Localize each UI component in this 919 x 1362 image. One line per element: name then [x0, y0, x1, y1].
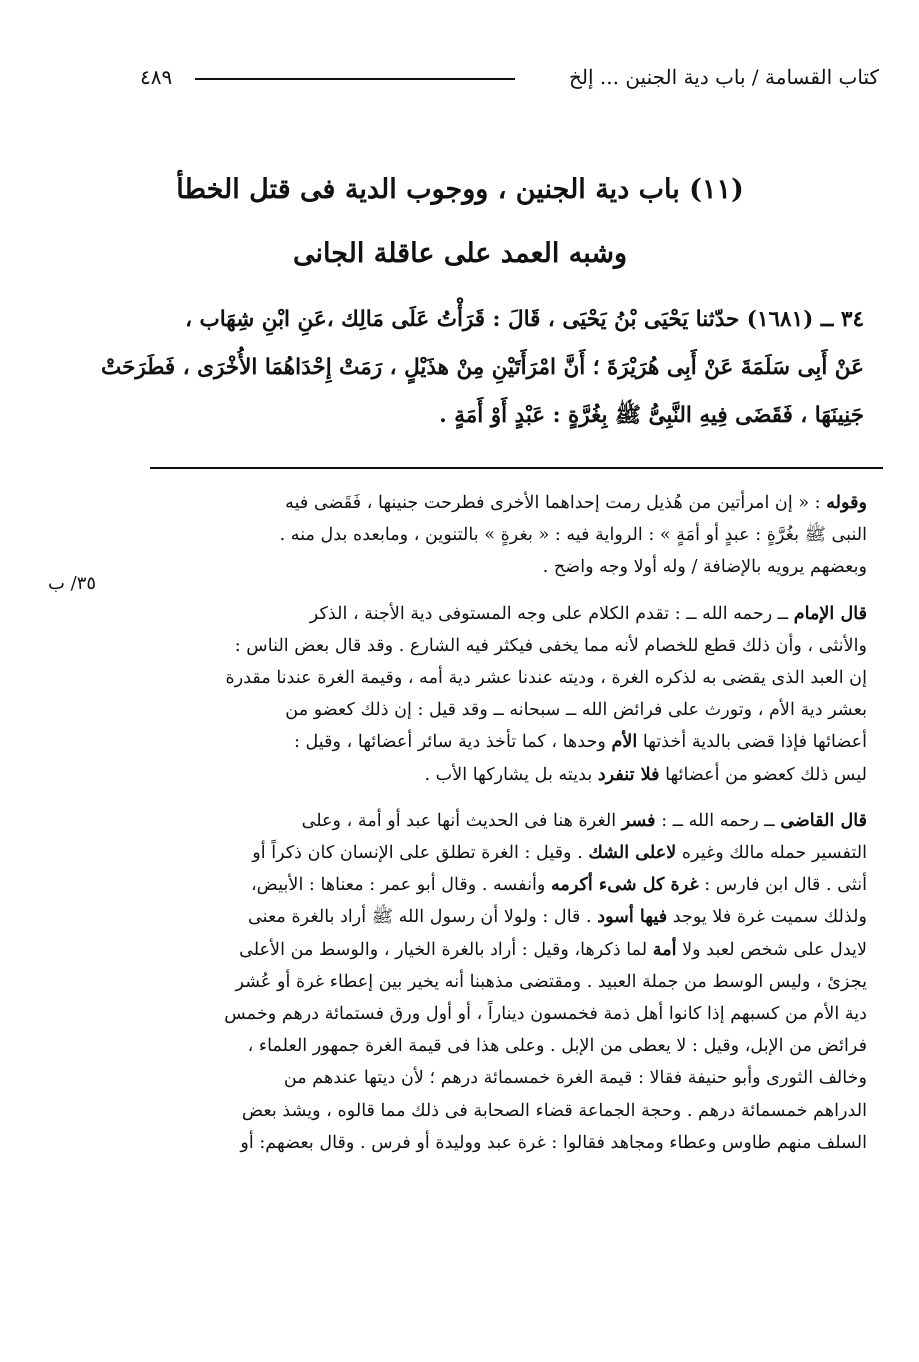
header-rule — [195, 78, 515, 80]
text-run: لما ذكرها، وقيل : أراد بالغرة الخيار ، والوسط من الأعلى — [239, 939, 653, 960]
running-header-title: كتاب القسامة / باب دية الجنين ... إلخ — [568, 65, 879, 89]
text-run: دية الأم من كسبهم إذا كانوا أهل ذمة فخمسون ديناراً ، أو أول ورق فستمائة درهم وخمس — [224, 1004, 867, 1025]
commentary-line — [132, 630, 867, 662]
commentary-paragraph — [132, 598, 867, 791]
text-run: الدراهم خمسمائة درهم . وحجة الجماعة قضاء الصحابة فى ذلك مما قالوه ، ويشذ بعض — [241, 1100, 867, 1121]
commentary-line — [132, 869, 867, 901]
text-run: الغرة هنا فى الحديث أنها عبد أو أمة ، وعلى — [301, 810, 622, 831]
text-separator-rule — [150, 467, 883, 469]
commentary-line — [132, 662, 867, 694]
text-run: وأنفسه . وقال أبو عمر : معناها : الأبيض، — [250, 875, 551, 896]
manuscript-folio-note: ٣٥/ ب — [48, 573, 97, 594]
commentary-line — [132, 1030, 867, 1062]
bold-phrase: فسر — [621, 809, 656, 831]
commentary-line — [132, 598, 867, 630]
commentary-line — [132, 551, 867, 583]
text-run: والأنثى ، وأن ذلك قطع للخصام لأنه مما يخفى فيكثر فيه الشارع . وقد قال بعض الناس : — [234, 635, 867, 656]
hadith-line: ٣٤ ــ (١٦٨١) حدّثنا يَحْيَى بْنُ يَحْيَى ، قَالَ : قَرَأْتُ عَلَى مَالِك ،عَنِ ابْنِ شِهَاب ، — [185, 307, 864, 332]
commentary-paragraph — [132, 805, 867, 1159]
bold-phrase: غرة كل شىء أكرمه — [550, 874, 699, 896]
chapter-title-line-1: (١١) باب دية الجنين ، ووجوب الدية فى قتل الخطأ — [176, 174, 744, 205]
commentary-line — [132, 998, 867, 1030]
bold-phrase: الأم — [611, 731, 638, 753]
commentary-line — [132, 805, 867, 837]
text-run: فرائض من الإبل، وقيل : لا يعطى من الإبل . وعلى هذا فى قيمة الغرة جمهور العلماء ، — [247, 1036, 867, 1057]
hadith-text — [49, 296, 864, 440]
bold-phrase: فلا تنفرد — [597, 763, 660, 785]
text-run: أعضائها فإذا قضى بالدية أخذتها — [637, 732, 867, 753]
commentary-line — [132, 519, 867, 551]
bold-phrase: لاعلى الشك — [588, 842, 677, 864]
text-run: ــ رحمه الله ــ : — [655, 810, 781, 831]
commentary-line — [132, 694, 867, 726]
commentary-line — [132, 1095, 867, 1127]
text-run: أنثى . قال ابن فارس : — [698, 875, 867, 896]
commentary-line — [132, 837, 867, 869]
text-run: السلف منهم طاوس وعطاء ومجاهد فقالوا : غرة عبد ووليدة أو فرس . وقال بعضهم: أو — [240, 1132, 867, 1153]
text-run: إن العبد الذى يقضى به لذكره الغرة ، وديته عندنا عشر دية أمه ، وقيمة الغرة عندنا مقدرة — [225, 668, 867, 689]
text-run: بعشر دية الأم ، وتورث على فرائض الله ــ سبحانه ــ وقد قيل : إن ذلك كعضو من — [285, 700, 867, 721]
commentary-line — [132, 726, 867, 758]
text-run: : « إن امرأتين من هُذيل رمت إحداهما الأخرى فطرحت جنينها ، فَقَضى فيه — [285, 493, 827, 513]
page-number: ٤٨٩ — [140, 65, 173, 89]
text-run: يجزئ ، وليس الوسط من جملة العبيد . ومقتضى مذهبنا أنه يخير بين إعطاء غرة أو عُشر — [235, 971, 867, 992]
bold-phrase: فيها أسود — [597, 906, 668, 928]
commentary-paragraph — [132, 487, 867, 584]
bold-phrase: قال القاضى — [780, 809, 867, 831]
commentary-line — [132, 966, 867, 998]
text-run: وخالف الثورى وأبو حنيفة فقالا : قيمة الغرة خمسمائة درهم ؛ لأن ديتها عندهم من — [283, 1068, 867, 1089]
text-run: . قال : ولولا أن رسول الله ﷺ أراد بالغرة معنى — [247, 907, 598, 928]
hadith-line: عَنْ أَبِى سَلَمَةَ عَنْ أَبِى هُرَيْرَةَ ؛ أَنَّ امْرَأَتَيْنِ مِنْ هذَيْلٍ ، رَمَتْ إِحْدَاهُمَا الأُخْرَى ، فَطَرَحَتْ — [101, 355, 864, 380]
commentary-line — [132, 901, 867, 933]
text-run: لايدل على شخص لعبد ولا — [676, 939, 867, 960]
text-run: بديته بل يشاركها الأب . — [424, 764, 598, 785]
bold-phrase: أمة — [652, 938, 677, 960]
text-run: وحدها ، كما تأخذ دية سائر أعضائها ، وقيل : — [293, 732, 612, 753]
bold-phrase: قال الإمام — [793, 602, 867, 624]
commentary-line — [132, 487, 867, 519]
commentary-line — [132, 1062, 867, 1094]
text-run: وبعضهم يرويه بالإضافة / وله أولا وجه واضح . — [542, 557, 867, 578]
commentary-line — [132, 1127, 867, 1159]
text-run: ولذلك سميت غرة فلا يوجد — [667, 907, 867, 928]
commentary-line — [132, 934, 867, 966]
hadith-line: جَنِينَهَا ، فَقَضَى فِيهِ النَّبِىُّ ﷺ بِغُرَّةٍ : عَبْدٍ أَوْ أَمَةٍ . — [439, 403, 864, 428]
text-run: ليس ذلك كعضو من أعضائها — [659, 764, 867, 785]
text-run: . وقيل : الغرة تطلق على الإنسان كان ذكراً أو — [252, 843, 589, 864]
chapter-title-line-2: وشبه العمد على عاقلة الجانى — [292, 238, 628, 269]
text-run: النبى ﷺ بغُرَّةٍ : عبدٍ أو أمَةٍ » : الرواية فيه : « بغرةٍ » بالتنوين ، ومابعده بدل منه . — [279, 525, 867, 546]
commentary-text — [132, 487, 867, 1173]
text-run: ــ رحمه الله ــ : تقدم الكلام على وجه المستوفى دية الأجنة ، الذكر — [309, 603, 794, 624]
text-run: التفسير حمله مالك وغيره — [676, 843, 867, 864]
commentary-line — [132, 759, 867, 791]
bold-phrase: وقوله — [826, 492, 867, 513]
